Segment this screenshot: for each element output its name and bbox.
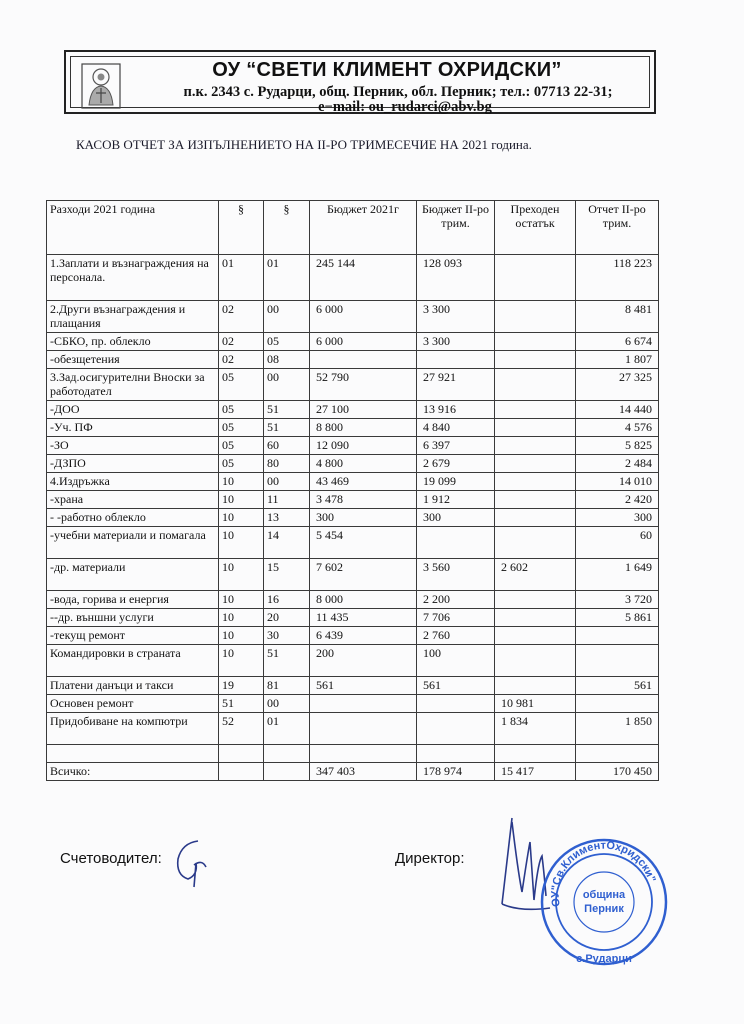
cell-carryover — [495, 351, 576, 369]
table-row — [47, 369, 659, 401]
cell-report-q2: 14 440 — [576, 401, 659, 419]
table-row — [47, 255, 659, 301]
cell-report-q2: 4 576 — [576, 419, 659, 437]
cell-paragraph: 05 — [219, 401, 264, 419]
cell-paragraph: 05 — [219, 419, 264, 437]
cell-budget-year: 43 469 — [310, 473, 417, 491]
cell-report-q2: 2 420 — [576, 491, 659, 509]
cell-expense-name: -вода, горива и енергия — [47, 591, 219, 609]
cell-report-q2: 2 484 — [576, 455, 659, 473]
cell-budget-q2: 13 916 — [417, 401, 495, 419]
cell-budget-q2: 7 706 — [417, 609, 495, 627]
cell-budget-year: 12 090 — [310, 437, 417, 455]
cell-report-q2: 5 861 — [576, 609, 659, 627]
cell-subparagraph: 30 — [264, 627, 310, 645]
school-header-frame — [70, 56, 650, 115]
cell-paragraph: 10 — [219, 527, 264, 559]
table-row — [47, 559, 659, 591]
cell-budget-year: 3 478 — [310, 491, 417, 509]
accountant-signature — [168, 835, 214, 893]
cell-subparagraph: 01 — [264, 255, 310, 301]
stamp-center-line1: община — [582, 889, 626, 901]
cell-budget-year: 561 — [310, 677, 417, 695]
cell-expense-name: 3.Зад.осигурителни Вноски за работодател — [47, 369, 219, 401]
cell-budget-year: 245 144 — [310, 255, 417, 301]
cell-budget-q2: 561 — [417, 677, 495, 695]
cell-report-q2: 1 649 — [576, 559, 659, 591]
cell-budget-q2: 2 679 — [417, 455, 495, 473]
cell-carryover — [495, 473, 576, 491]
cell-expense-name: -Уч. ПФ — [47, 419, 219, 437]
cell-subparagraph: 51 — [264, 401, 310, 419]
cell-subparagraph: 01 — [264, 713, 310, 745]
cell-budget-q2: 1 912 — [417, 491, 495, 509]
school-name: ОУ “СВЕТИ КЛИМЕНТ ОХРИДСКИ” — [212, 59, 562, 81]
cell-paragraph — [219, 763, 264, 781]
school-header — [64, 50, 656, 114]
cell-budget-q2: 3 300 — [417, 333, 495, 351]
table-row — [47, 713, 659, 745]
cell-paragraph: 10 — [219, 627, 264, 645]
cell-report-q2: 8 481 — [576, 301, 659, 333]
col-header-report-q2: Отчет II-ро трим. — [576, 201, 659, 255]
school-email: e−mail: ou_rudarci@abv.bg — [318, 99, 492, 115]
cell-report-q2 — [576, 745, 659, 763]
cell-carryover — [495, 333, 576, 351]
table-row — [47, 351, 659, 369]
cell-subparagraph — [264, 763, 310, 781]
cell-budget-q2: 100 — [417, 645, 495, 677]
stamp-center-line2: Перник — [584, 903, 624, 915]
cell-budget-q2: 2 760 — [417, 627, 495, 645]
cell-expense-name: -обезщетения — [47, 351, 219, 369]
cell-report-q2 — [576, 627, 659, 645]
cell-carryover — [495, 677, 576, 695]
cell-report-q2 — [576, 645, 659, 677]
table-row — [47, 745, 659, 763]
cell-subparagraph: 51 — [264, 419, 310, 437]
cell-paragraph: 05 — [219, 455, 264, 473]
cell-report-q2: 27 325 — [576, 369, 659, 401]
cell-budget-year: 5 454 — [310, 527, 417, 559]
cell-report-q2 — [576, 695, 659, 713]
report-title: КАСОВ ОТЧЕТ ЗА ИЗПЪЛНЕНИЕТО НА II-РО ТРИМЕСЕЧИЕ НА 2021 година. — [76, 137, 532, 152]
cell-paragraph: 10 — [219, 491, 264, 509]
cell-report-q2: 1 850 — [576, 713, 659, 745]
cell-budget-year: 6 439 — [310, 627, 417, 645]
cell-paragraph: 51 — [219, 695, 264, 713]
cell-subparagraph: 15 — [264, 559, 310, 591]
cell-paragraph: 52 — [219, 713, 264, 745]
cell-budget-q2 — [417, 695, 495, 713]
cell-paragraph: 19 — [219, 677, 264, 695]
cell-carryover — [495, 509, 576, 527]
school-address: п.к. 2343 с. Рударци, общ. Перник, обл. Перник; тел.: 07713 22-31; — [183, 84, 613, 100]
cell-subparagraph: 60 — [264, 437, 310, 455]
cell-budget-year: 8 800 — [310, 419, 417, 437]
cell-paragraph: 01 — [219, 255, 264, 301]
total-row — [47, 763, 659, 781]
table-row — [47, 301, 659, 333]
cell-subparagraph: 11 — [264, 491, 310, 509]
cell-report-q2: 170 450 — [576, 763, 659, 781]
cell-paragraph: 02 — [219, 301, 264, 333]
cell-budget-year — [310, 713, 417, 745]
cell-budget-year: 11 435 — [310, 609, 417, 627]
cell-budget-q2: 4 840 — [417, 419, 495, 437]
cell-expense-name: -храна — [47, 491, 219, 509]
table-row — [47, 419, 659, 437]
col-header-budget-q2: Бюджет II-ро трим. — [417, 201, 495, 255]
cell-budget-year: 7 602 — [310, 559, 417, 591]
cell-paragraph: 10 — [219, 609, 264, 627]
cell-expense-name: 2.Други възнаграждения и плащания — [47, 301, 219, 333]
table-header-row — [47, 201, 659, 255]
cell-report-q2: 3 720 — [576, 591, 659, 609]
cell-expense-name: - -работно облекло — [47, 509, 219, 527]
cell-carryover: 15 417 — [495, 763, 576, 781]
cell-subparagraph: 00 — [264, 369, 310, 401]
cell-budget-year — [310, 745, 417, 763]
cell-carryover — [495, 745, 576, 763]
cell-subparagraph: 81 — [264, 677, 310, 695]
table-row — [47, 455, 659, 473]
cell-paragraph: 10 — [219, 645, 264, 677]
table-row — [47, 509, 659, 527]
table-row — [47, 645, 659, 677]
cell-subparagraph: 16 — [264, 591, 310, 609]
official-stamp — [538, 832, 668, 972]
cell-budget-q2: 300 — [417, 509, 495, 527]
cell-paragraph — [219, 745, 264, 763]
cell-budget-q2: 3 560 — [417, 559, 495, 591]
cell-budget-year: 27 100 — [310, 401, 417, 419]
cell-expense-name: Командировки в страната — [47, 645, 219, 677]
stamp-ring-text: ОУ"Св.КлиментОхридски" — [549, 839, 658, 908]
saint-crest-icon — [81, 63, 121, 109]
cell-budget-q2: 19 099 — [417, 473, 495, 491]
cell-report-q2: 118 223 — [576, 255, 659, 301]
cell-budget-q2: 178 974 — [417, 763, 495, 781]
cell-expense-name: 1.Заплати и възнаграждения на персонала. — [47, 255, 219, 301]
cell-paragraph: 05 — [219, 437, 264, 455]
col-header-budget-year: Бюджет 2021г — [310, 201, 417, 255]
cell-carryover — [495, 627, 576, 645]
col-header-subparagraph: § — [264, 201, 310, 255]
cell-report-q2: 60 — [576, 527, 659, 559]
table-row — [47, 333, 659, 351]
cell-carryover — [495, 491, 576, 509]
col-header-expenses: Разходи 2021 година — [47, 201, 219, 255]
cell-paragraph: 10 — [219, 509, 264, 527]
cell-budget-q2: 128 093 — [417, 255, 495, 301]
cell-carryover — [495, 255, 576, 301]
cell-carryover — [495, 401, 576, 419]
cell-subparagraph: 00 — [264, 301, 310, 333]
cell-budget-year: 52 790 — [310, 369, 417, 401]
cell-carryover — [495, 645, 576, 677]
cell-paragraph: 10 — [219, 559, 264, 591]
cell-expense-name: -др. материали — [47, 559, 219, 591]
cell-expense-name: -ДЗПО — [47, 455, 219, 473]
cell-budget-q2: 6 397 — [417, 437, 495, 455]
cell-paragraph: 02 — [219, 351, 264, 369]
director-label: Директор: — [395, 850, 465, 867]
stamp-bottom-text: с.Рударци — [576, 953, 632, 965]
cell-budget-year: 4 800 — [310, 455, 417, 473]
cell-expense-name: --др. външни услуги — [47, 609, 219, 627]
cell-carryover — [495, 419, 576, 437]
cell-budget-q2: 2 200 — [417, 591, 495, 609]
cell-budget-year — [310, 351, 417, 369]
cell-expense-name: -ДОО — [47, 401, 219, 419]
cell-expense-name — [47, 745, 219, 763]
cell-paragraph: 10 — [219, 591, 264, 609]
cell-budget-year: 6 000 — [310, 301, 417, 333]
cell-carryover: 2 602 — [495, 559, 576, 591]
cell-expense-name: Всичко: — [47, 763, 219, 781]
cell-carryover: 10 981 — [495, 695, 576, 713]
cell-report-q2: 300 — [576, 509, 659, 527]
table-row — [47, 437, 659, 455]
cell-budget-year: 8 000 — [310, 591, 417, 609]
table-row — [47, 609, 659, 627]
cell-carryover — [495, 437, 576, 455]
cell-report-q2: 6 674 — [576, 333, 659, 351]
cell-subparagraph: 00 — [264, 695, 310, 713]
cell-subparagraph — [264, 745, 310, 763]
cell-subparagraph: 20 — [264, 609, 310, 627]
cell-carryover — [495, 369, 576, 401]
cell-subparagraph: 80 — [264, 455, 310, 473]
cell-carryover — [495, 455, 576, 473]
cell-budget-year: 347 403 — [310, 763, 417, 781]
table-row — [47, 627, 659, 645]
cell-subparagraph: 13 — [264, 509, 310, 527]
cell-budget-q2: 27 921 — [417, 369, 495, 401]
cell-expense-name: Платени данъци и такси — [47, 677, 219, 695]
cell-budget-q2 — [417, 745, 495, 763]
table-row — [47, 401, 659, 419]
table-row — [47, 527, 659, 559]
cell-paragraph: 05 — [219, 369, 264, 401]
table-row — [47, 591, 659, 609]
cell-expense-name: Придобиване на компютри — [47, 713, 219, 745]
cell-report-q2: 561 — [576, 677, 659, 695]
cell-subparagraph: 05 — [264, 333, 310, 351]
cell-expense-name: -ЗО — [47, 437, 219, 455]
accountant-label: Счетоводител: — [60, 850, 162, 867]
cell-paragraph: 02 — [219, 333, 264, 351]
cell-carryover: 1 834 — [495, 713, 576, 745]
cell-subparagraph: 51 — [264, 645, 310, 677]
cell-expense-name: -СБКО, пр. облекло — [47, 333, 219, 351]
cell-expense-name: -текущ ремонт — [47, 627, 219, 645]
cell-budget-year: 6 000 — [310, 333, 417, 351]
cell-expense-name: Основен ремонт — [47, 695, 219, 713]
cell-report-q2: 1 807 — [576, 351, 659, 369]
cell-budget-q2 — [417, 527, 495, 559]
cell-expense-name: 4.Издръжка — [47, 473, 219, 491]
cell-paragraph: 10 — [219, 473, 264, 491]
cell-subparagraph: 00 — [264, 473, 310, 491]
cell-expense-name: -учебни материали и помагала — [47, 527, 219, 559]
cell-subparagraph: 08 — [264, 351, 310, 369]
table-row — [47, 473, 659, 491]
cell-carryover — [495, 301, 576, 333]
cell-budget-q2: 3 300 — [417, 301, 495, 333]
cell-budget-q2 — [417, 351, 495, 369]
cell-report-q2: 5 825 — [576, 437, 659, 455]
col-header-paragraph: § — [219, 201, 264, 255]
col-header-carryover: Преходен остатък — [495, 201, 576, 255]
budget-report-table — [46, 200, 659, 781]
cell-carryover — [495, 527, 576, 559]
cell-budget-year — [310, 695, 417, 713]
cell-carryover — [495, 609, 576, 627]
table-row — [47, 695, 659, 713]
cell-budget-year: 200 — [310, 645, 417, 677]
cell-subparagraph: 14 — [264, 527, 310, 559]
cell-report-q2: 14 010 — [576, 473, 659, 491]
table-row — [47, 677, 659, 695]
cell-budget-q2 — [417, 713, 495, 745]
table-row — [47, 491, 659, 509]
cell-carryover — [495, 591, 576, 609]
cell-budget-year: 300 — [310, 509, 417, 527]
